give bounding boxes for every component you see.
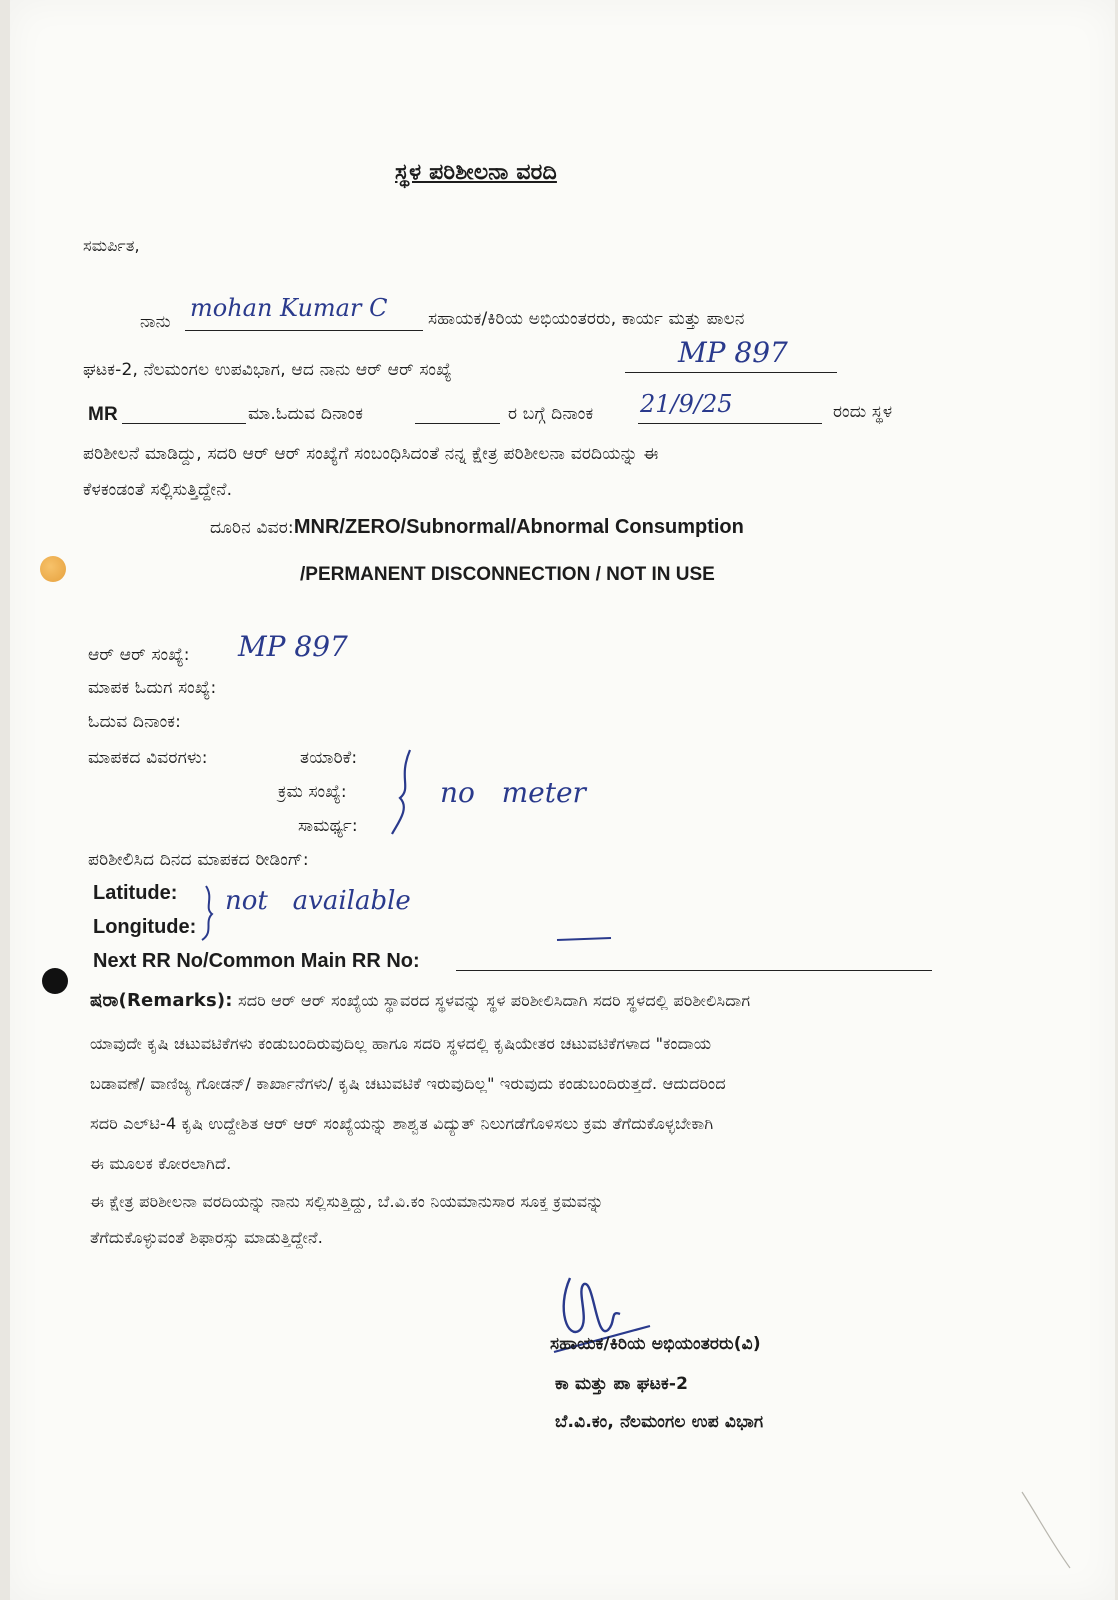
designation-line-3: ಬೆ.ವಿ.ಕಂ, ನೆಲಮಂಗಲ ಉಪ ವಿಭಾಗ [555,1412,764,1432]
read-date-blank [415,423,500,424]
remarks-line-3: ಬಡಾವಣೆ/ ವಾಣಿಜ್ಯ ಗೋಡನ್/ ಕಾರ್ಖಾನೆಗಳು/ ಕೃಷಿ ಚಟುವಟಿಕೆ ಇರುವುದಿಲ್ಲ" ಇರುವುದು ಕಂಡುಬಂದಿರುತ್ತದೆ. ಆದುದರಿಂದ [90,1074,726,1093]
pen-stroke [555,936,615,942]
mr-blank [122,423,246,424]
read-date-text: ಮಾ.ಓದುವ ದಿನಾಂಕ [248,404,364,424]
punch-hole-orange [40,556,66,582]
intro-suffix: ಸಹಾಯಕ/ಕಿರಿಯ ಅಭಿಯಂತರರು, ಕಾರ್ಯ ಮತ್ತು ಪಾಲನ [428,309,745,329]
handwritten-no-meter: no meter [440,776,586,809]
longitude-label: Longitude: [93,916,197,938]
meter-details-label: ಮಾಪಕದ ವಿವರಗಳು: [88,748,208,768]
brace-mark-latlon [200,884,220,944]
rr-label: ಆರ್ ಆರ್ ಸಂಖ್ಯೆ: [88,645,190,665]
handwritten-rr-number: MP 897 [678,336,788,369]
remarks-line-2: ಯಾವುದೇ ಕೃಷಿ ಚಟುವಟಿಕೆಗಳು ಕಂಡುಬಂದಿರುವುದಿಲ್ಲ ಹಾಗೂ ಸದರಿ ಸ್ಥಳದಲ್ಲಿ ಕೃಷಿಯೇತರ ಚಟುವಟಿಕೆಗಳಾದ "ಕಂದಾಯ [90,1034,712,1053]
intro-prefix: ನಾನು [140,312,171,332]
punch-hole-black [42,968,68,994]
paper-crease [1020,1490,1080,1570]
handwritten-not-available: not available [225,886,411,916]
remarks-label: ಷರಾ(Remarks): [90,990,233,1011]
remarks-line-4: ಸದರಿ ಎಲ್‌ಟಿ-4 ಕೃಷಿ ಉದ್ದೇಶಿತ ಆರ್ ಆರ್ ಸಂಖ್ಯೆಯನ್ನು ಶಾಶ್ವತ ವಿದ್ಯುತ್ ನಿಲುಗಡೆಗೊಳಿಸಲು ಕ್ರಮ ತೆಗೆದುಕೊಳ್ಳಬೇಕಾಗಿ [90,1114,714,1133]
reading-label: ಪರಿಶೀಲಿಸಿದ ದಿನದ ಮಾಪಕದ ರೀಡಿಂಗ್: [88,850,309,870]
name-blank [185,330,423,331]
handwritten-name: mohan Kumar C [190,294,388,322]
complaint-label: ದೂರಿನ ವಿವರ: [210,518,294,538]
intro-line5: ಕೆಳಕಂಡಂತೆ ಸಲ್ಲಿಸುತ್ತಿದ್ದೇನೆ. [83,480,233,500]
remarks-line-7: ತೆಗೆದುಕೊಳ್ಳುವಂತೆ ಶಿಫಾರಸ್ಸು ಮಾಡುತ್ತಿದ್ದೇನೆ. [90,1228,324,1247]
inspection-date-blank [638,423,822,424]
complaint-types-2: /PERMANENT DISCONNECTION / NOT IN USE [300,564,715,585]
place-text: ರಂದು ಸ್ಥಳ [833,402,893,422]
brace-mark-meter [390,748,420,838]
designation-line-2: ಕಾ ಮತ್ತು ಪಾ ಘಟಕ-2 [555,1374,689,1394]
meter-make-label: ತಯಾರಿಕೆ: [300,748,358,768]
page-title: ಸ್ಥಳ ಪರಿಶೀಲನಾ ವರದಿ [395,160,557,185]
addressee: ಸಮರ್ಪಿತ, [83,236,140,255]
reading-date-label: ಓದುವ ದಿನಾಂಕ: [88,712,182,732]
designation-line-1: ಸಹಾಯಕ/ಕಿರಿಯ ಅಭಿಯಂತರರು(ವಿ) [550,1334,761,1354]
about-date-text: ರ ಬಗ್ಗೆ ದಿನಾಂಕ [508,404,594,424]
intro-line2: ಘಟಕ-2, ನೆಲಮಂಗಲ ಉಪವಿಭಾಗ, ಆದ ನಾನು ಆರ್ ಆರ್ ಸಂಖ್ಯೆ [83,360,452,380]
complaint-details [210,516,744,539]
meter-reader-label: ಮಾಪಕ ಓದುಗ ಸಂಖ್ಯೆ: [88,678,217,698]
complaint-types: MNR/ZERO/Subnormal/Abnormal Consumption [293,516,744,538]
latitude-label: Latitude: [93,882,178,904]
meter-capacity-label: ಸಾಮರ್ಥ್ಯ: [298,816,358,836]
mr-label: MR [88,404,118,425]
intro-line4: ಪರಿಶೀಲನೆ ಮಾಡಿದ್ದು, ಸದರಿ ಆರ್ ಆರ್ ಸಂಖ್ಯೆಗೆ ಸಂಬಂಧಿಸಿದಂತೆ ನನ್ನ ಕ್ಷೇತ್ರ ಪರಿಶೀಲನಾ ವರದಿಯನ್ನು ಈ [83,444,659,464]
remarks-line-6: ಈ ಕ್ಷೇತ್ರ ಪರಿಶೀಲನಾ ವರದಿಯನ್ನು ನಾನು ಸಲ್ಲಿಸುತ್ತಿದ್ದು, ಬೆ.ವಿ.ಕಂ ನಿಯಮಾನುಸಾರ ಸೂಕ್ತ ಕ್ರಮವನ್ನು [90,1192,604,1211]
document-page [10,0,1115,1600]
rr-blank [625,372,837,373]
remarks-line-5: ಈ ಮೂಲಕ ಕೋರಲಾಗಿದೆ. [90,1154,232,1173]
next-rr-blank [456,970,932,971]
handwritten-date: 21/9/25 [640,390,733,418]
meter-serial-label: ಕ್ರಮ ಸಂಖ್ಯೆ: [278,782,347,802]
next-rr-label: Next RR No/Common Main RR No: [93,950,420,972]
handwritten-rr-field: MP 897 [238,630,348,663]
remarks-line-1: ಷರಾ(Remarks): ಸದರಿ ಆರ್ ಆರ್ ಸಂಖ್ಯೆಯ ಸ್ಥಾವರದ ಸ್ಥಳವನ್ನು ಸ್ಥಳ ಪರಿಶೀಲಿಸಿದಾಗಿ ಸದರಿ ಸ್ಥಳದಲ್ಲಿ ಪರಿಶೀಲಿಸಿದಾಗ [90,990,751,1011]
